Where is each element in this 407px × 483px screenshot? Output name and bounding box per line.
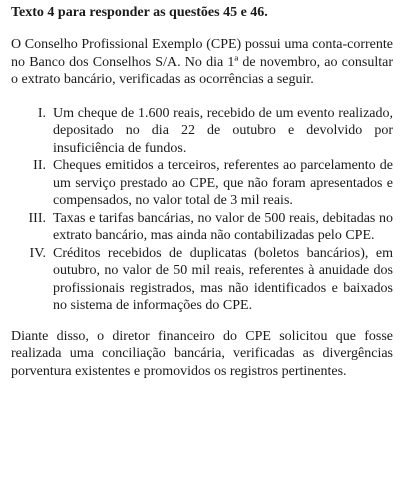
item-text: Cheques emitidos a terceiros, referentes ao parcelamento de um serviço prestado ao CPE, que não foram apresentados e compensados, no valor total de 3 mil reais. <box>53 158 393 208</box>
item-text: Créditos recebidos de duplicatas (boletos bancários), em outubro, no valor de 50 mil reais, referentes à anuidade dos profissionais registrados, mas não identificados e baixados no sistema de informações do CPE. <box>53 245 393 313</box>
document-title: Texto 4 para responder as questões 45 e 46. <box>11 5 268 20</box>
item-numeral: III. <box>28 210 46 226</box>
list-item <box>11 105 393 158</box>
item-numeral: IV. <box>29 245 46 261</box>
item-numeral: I. <box>37 105 46 121</box>
list-item <box>11 245 393 315</box>
item-text: Taxas e tarifas bancárias, no valor de 500 reais, debitadas no extrato bancário, mas ainda não contabilizadas pelo CPE. <box>53 210 393 243</box>
intro-paragraph: O Conselho Profissional Exemplo (CPE) possui uma conta-corrente no Banco dos Conselhos S/A. No dia 1ª de novembro, ao consultar o extrato bancário, verificadas as ocorrências a seguir. <box>11 37 393 87</box>
occurrence-list <box>11 105 393 315</box>
document-page <box>11 4 393 380</box>
list-item <box>11 210 393 245</box>
closing-paragraph: Diante disso, o diretor financeiro do CPE solicitou que fosse realizada uma conciliação bancária, verificadas as divergências porventura existentes e promovidos os registros pertinentes. <box>11 328 393 379</box>
item-text: Um cheque de 1.600 reais, recebido de um evento realizado, depositado no dia 22 de outubro e devolvido por insuficiência de fundos. <box>53 105 393 156</box>
list-item <box>11 157 393 210</box>
item-numeral: II. <box>33 158 46 173</box>
